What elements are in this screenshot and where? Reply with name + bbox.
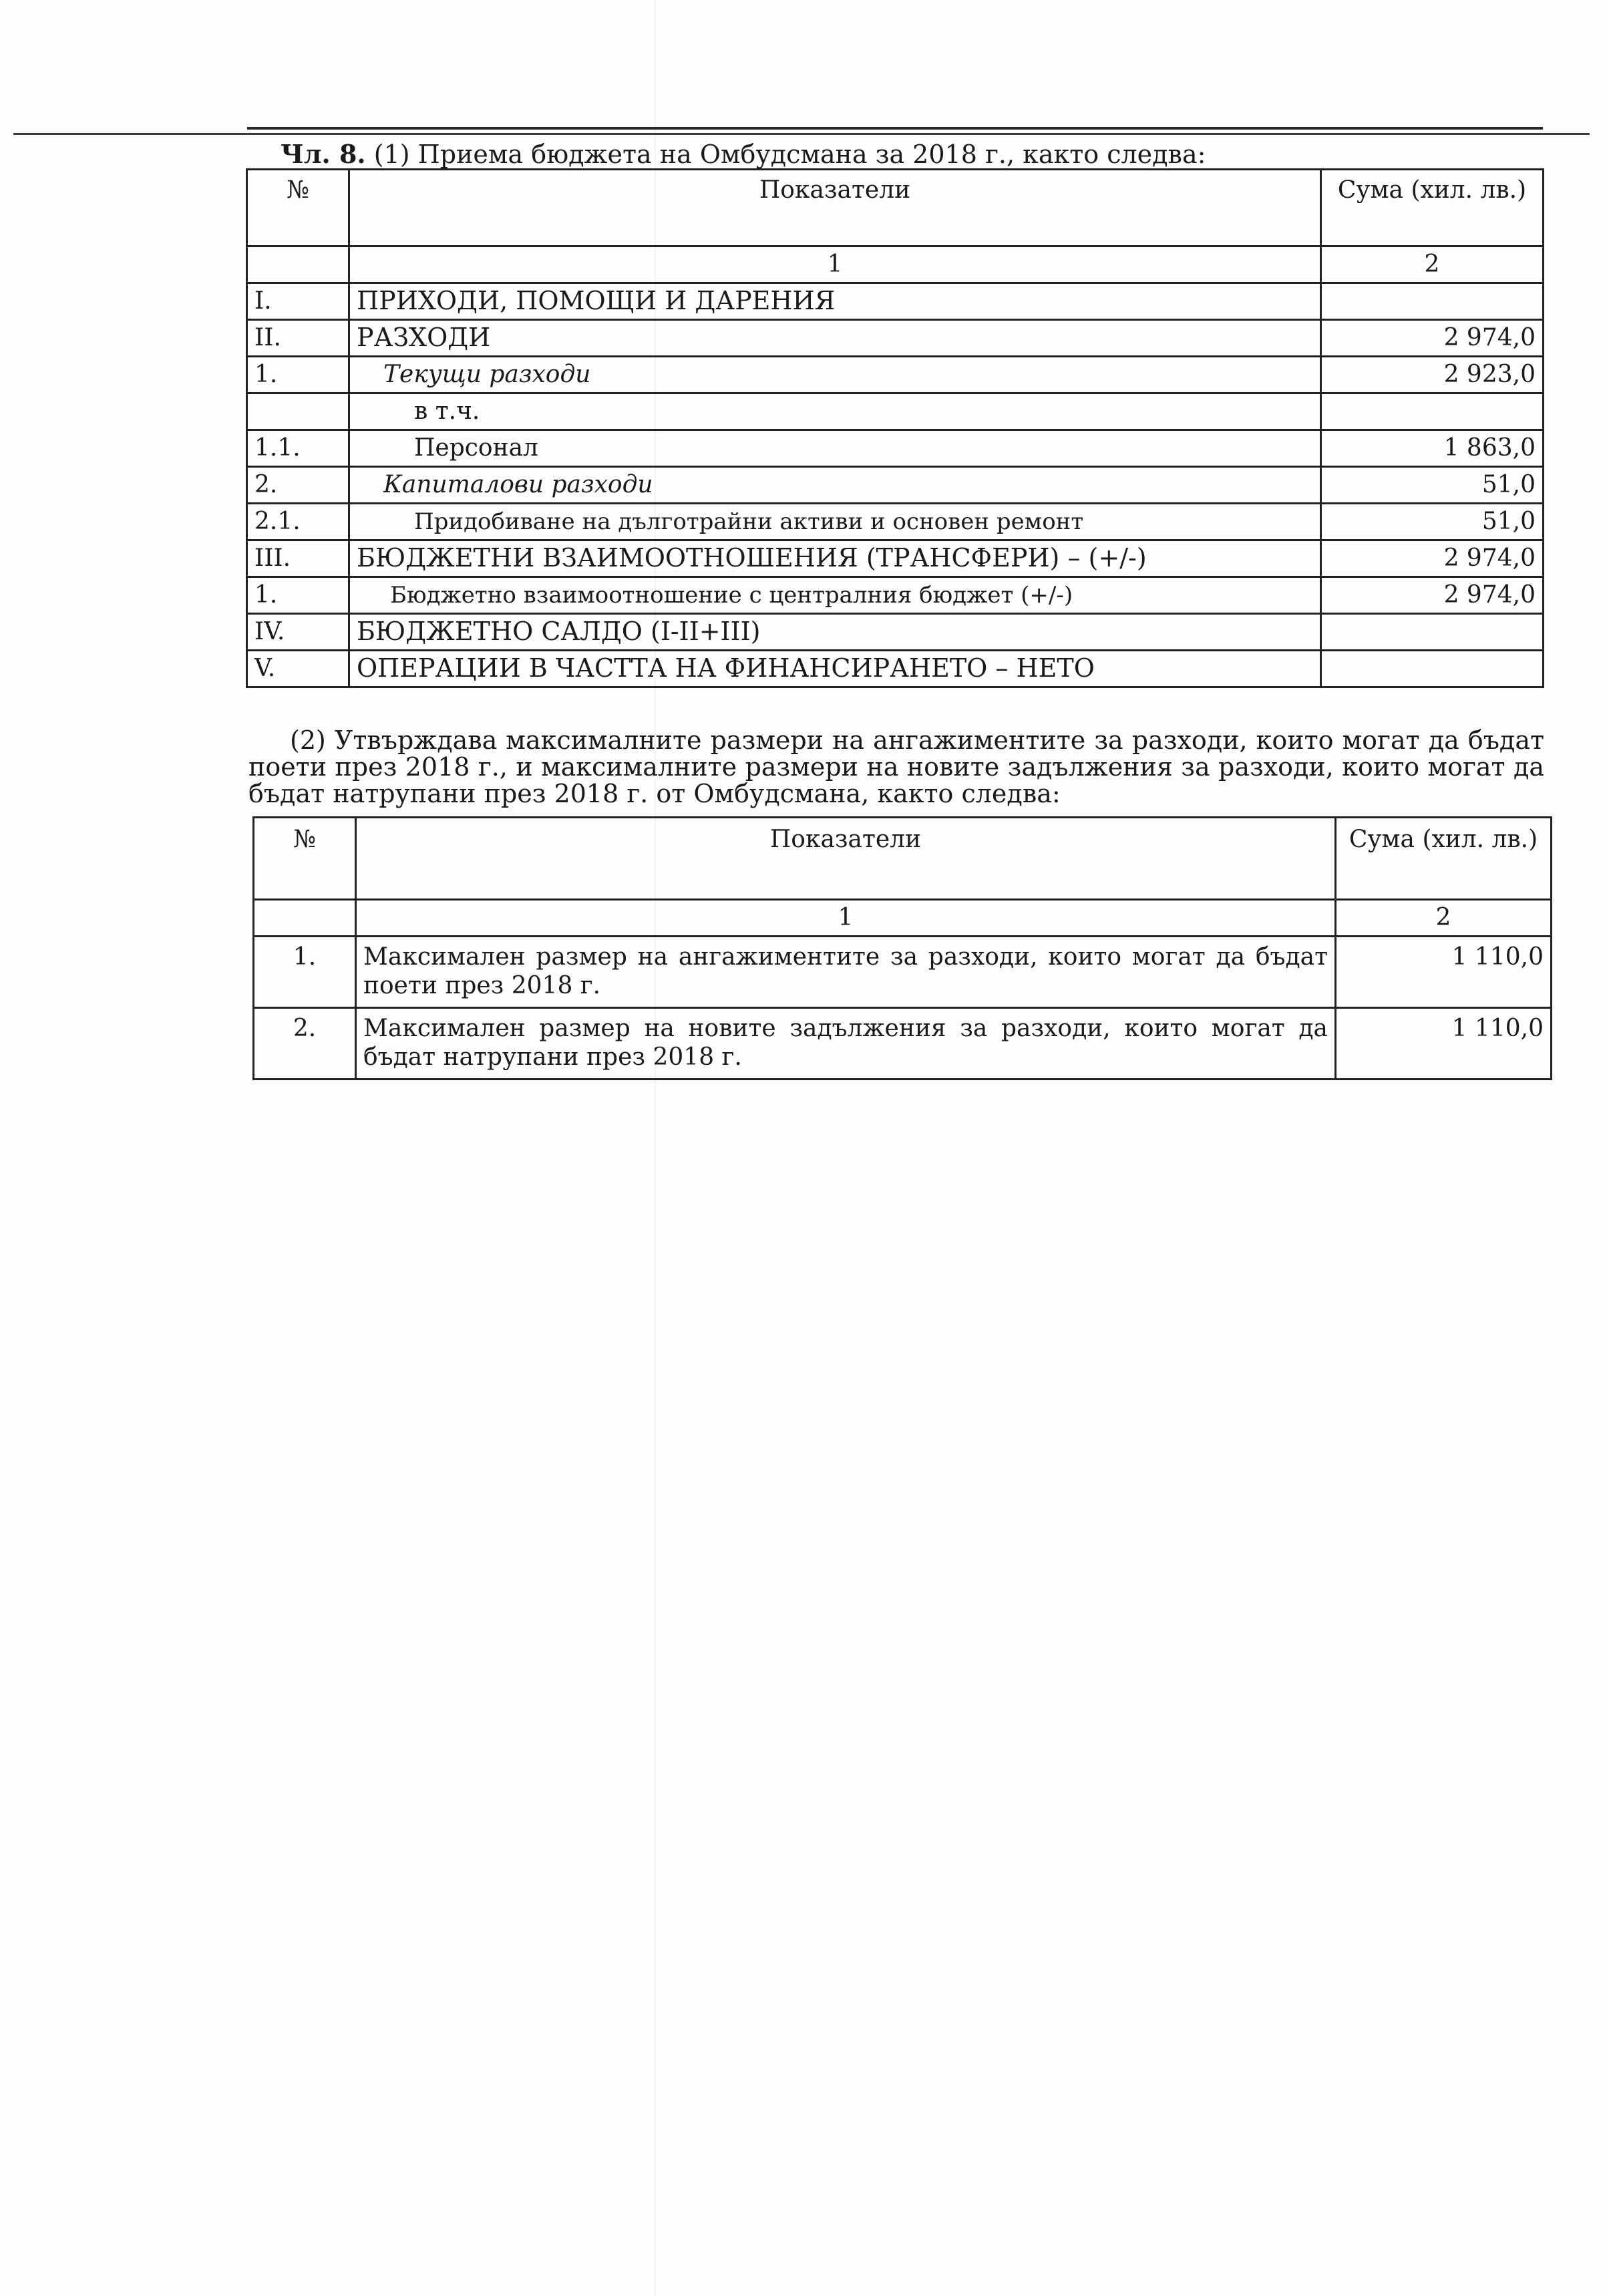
top-rule [247, 127, 1543, 130]
top-rule-thin [13, 133, 1590, 135]
row-label: БЮДЖЕТНИ ВЗАИМООТНОШЕНИЯ (ТРАНСФЕРИ) – (+/-) [349, 540, 1321, 577]
row-label: Текущи разходи [349, 357, 1321, 393]
article-number: Чл. 8. [281, 139, 366, 169]
row-label: БЮДЖЕТНО САЛДО (I-II+III) [349, 614, 1321, 651]
paragraph-2-text: (2) Утвърждава максималните размери на ангажиментите за разходи, които могат да бъдат поети през 2018 г., и максималните размери на новите задължения за разходи, които могат да бъдат натрупани през 2018 г. от Омбудсмана, както следва: [248, 725, 1544, 808]
row-num: 1. [247, 357, 349, 393]
subheader-empty [254, 900, 356, 937]
subheader-col1: 1 [349, 247, 1321, 283]
subheader-col2: 2 [1321, 247, 1544, 283]
article-heading [281, 139, 1206, 169]
row-amount [1321, 283, 1544, 320]
row-label: в т.ч. [349, 393, 1321, 430]
row-label: Капиталови разходи [349, 467, 1321, 504]
table-row [254, 937, 1552, 1008]
table-header-row [247, 170, 1544, 247]
table-row [247, 577, 1544, 614]
row-amount: 1 863,0 [1321, 430, 1544, 467]
row-amount: 2 974,0 [1321, 577, 1544, 614]
table-header-row [254, 818, 1552, 900]
table-row [254, 1008, 1552, 1080]
row-num: 2. [247, 467, 349, 504]
row-amount: 2 923,0 [1321, 357, 1544, 393]
row-num [247, 393, 349, 430]
paragraph-2 [248, 727, 1544, 807]
header-num: № [247, 170, 349, 247]
table-row [247, 614, 1544, 651]
table-subheader-row [247, 247, 1544, 283]
header-amount: Сума (хил. лв.) [1336, 818, 1552, 900]
row-num: I. [247, 283, 349, 320]
commitments-table [252, 816, 1552, 1080]
table-row [247, 504, 1544, 540]
row-amount [1321, 393, 1544, 430]
row-label: Максимален размер на ангажиментите за разходи, които могат да бъдат поети през 2018 г. [356, 937, 1336, 1008]
row-amount: 1 110,0 [1336, 1008, 1552, 1080]
row-num: 1. [247, 577, 349, 614]
table-row [247, 467, 1544, 504]
row-amount: 51,0 [1321, 504, 1544, 540]
row-num: 1.1. [247, 430, 349, 467]
table-row [247, 320, 1544, 357]
row-label: Персонал [349, 430, 1321, 467]
table-subheader-row [254, 900, 1552, 937]
row-num: V. [247, 651, 349, 687]
budget-table [246, 168, 1544, 688]
table-row [247, 540, 1544, 577]
row-num: IV. [247, 614, 349, 651]
row-label: ПРИХОДИ, ПОМОЩИ И ДАРЕНИЯ [349, 283, 1321, 320]
article-text: (1) Приема бюджета на Омбудсмана за 2018 г., както следва: [373, 140, 1206, 169]
table-row [247, 393, 1544, 430]
subheader-col2: 2 [1336, 900, 1552, 937]
row-label: РАЗХОДИ [349, 320, 1321, 357]
header-num: № [254, 818, 356, 900]
row-amount: 2 974,0 [1321, 320, 1544, 357]
row-label: Бюджетно взаимоотношение с централния бюджет (+/-) [349, 577, 1321, 614]
row-num: III. [247, 540, 349, 577]
row-amount [1321, 614, 1544, 651]
header-amount: Сума (хил. лв.) [1321, 170, 1544, 247]
row-label: ОПЕРАЦИИ В ЧАСТТА НА ФИНАНСИРАНЕТО – НЕТО [349, 651, 1321, 687]
table-row [247, 283, 1544, 320]
table-row [247, 357, 1544, 393]
row-amount: 51,0 [1321, 467, 1544, 504]
row-label: Максимален размер на новите задължения за разходи, които могат да бъдат натрупани през 2018 г. [356, 1008, 1336, 1080]
row-amount: 2 974,0 [1321, 540, 1544, 577]
table-row [247, 430, 1544, 467]
row-amount: 1 110,0 [1336, 937, 1552, 1008]
row-num: 2. [254, 1008, 356, 1080]
row-num: 1. [254, 937, 356, 1008]
subheader-col1: 1 [356, 900, 1336, 937]
subheader-empty [247, 247, 349, 283]
row-label: Придобиване на дълготрайни активи и основен ремонт [349, 504, 1321, 540]
header-indicators: Показатели [349, 170, 1321, 247]
table-row [247, 651, 1544, 687]
row-num: 2.1. [247, 504, 349, 540]
row-num: II. [247, 320, 349, 357]
header-indicators: Показатели [356, 818, 1336, 900]
row-amount [1321, 651, 1544, 687]
